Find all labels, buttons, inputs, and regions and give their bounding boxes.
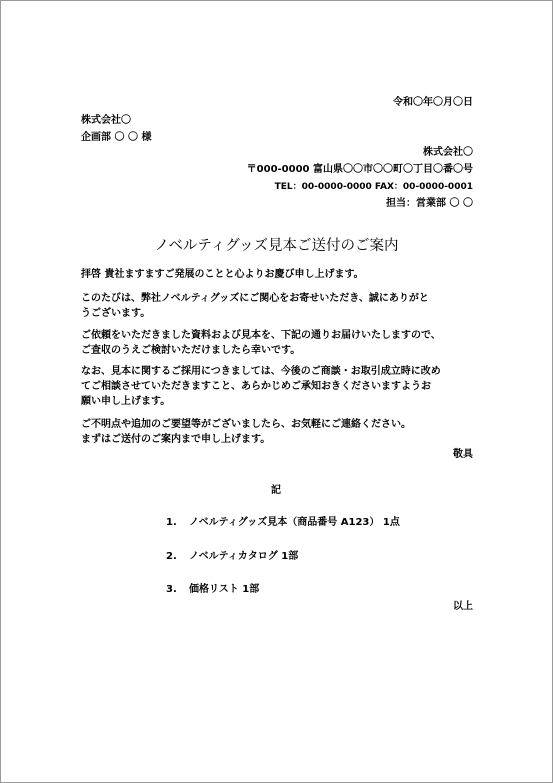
item-number: 3. (166, 584, 177, 595)
closing-keigu: 敬具 (453, 449, 473, 460)
item-text: ノベルティカタログ 1部 (189, 551, 299, 562)
paragraph-3-line-3: 願い申し上げます。 (81, 396, 171, 407)
sender-phone-fax: TEL：00-0000-0000 FAX：00-0000-0001 (274, 182, 473, 192)
sender-company: 株式会社〇 (423, 147, 473, 158)
paragraph-4-line-1: ご不明点や追加のご要望等がございましたら、お気軽にご連絡ください。 (81, 419, 411, 430)
recipient-company: 株式会社〇 (81, 115, 131, 126)
paragraph-3-line-1: なお、見本に関するご採用につきましては、今後のご商談・お取引成立時に改め (81, 366, 441, 377)
paragraph-1-line-1: このたびは、弊社ノベルティグッズにご関心をお寄せいただき、誠にありがと (81, 293, 429, 304)
item-number: 1. (166, 517, 177, 528)
paragraph-2-line-2: ご査収のうえご検討いただけましたら幸いです。 (81, 345, 301, 356)
document-date: 令和〇年〇月〇日 (393, 97, 473, 108)
sender-address: 〒000-0000 富山県〇〇市〇〇町〇丁目〇番〇号 (246, 164, 473, 175)
recipient-person: 企画部 〇 〇 様 (81, 132, 152, 143)
item-number: 2. (166, 551, 177, 562)
closing-ijou: 以上 (453, 601, 473, 612)
item-text: 価格リスト 1部 (189, 584, 260, 595)
sender-person: 担当：営業部 〇 〇 (386, 198, 473, 209)
document-title: ノベルティグッズ見本ご送付のご案内 (154, 238, 399, 254)
paragraph-1-line-2: うございます。 (81, 308, 151, 319)
ki-heading: 記 (271, 485, 281, 496)
paragraph-3-line-2: てご相談させていただきますこと、あらかじめご承知おきくださいますようお (81, 381, 431, 392)
greeting: 拝啓 貴社ますますご発展のことと心よりお慶び申し上げます。 (81, 269, 364, 280)
paragraph-4-line-2: まずはご送付のご案内まで申し上げます。 (81, 434, 271, 445)
item-text: ノベルティグッズ見本（商品番号 A123） 1点 (189, 517, 400, 528)
paragraph-2-line-1: ご依頼をいただきました資料および見本を、下記の通りお届けいたしますので、 (81, 330, 441, 341)
